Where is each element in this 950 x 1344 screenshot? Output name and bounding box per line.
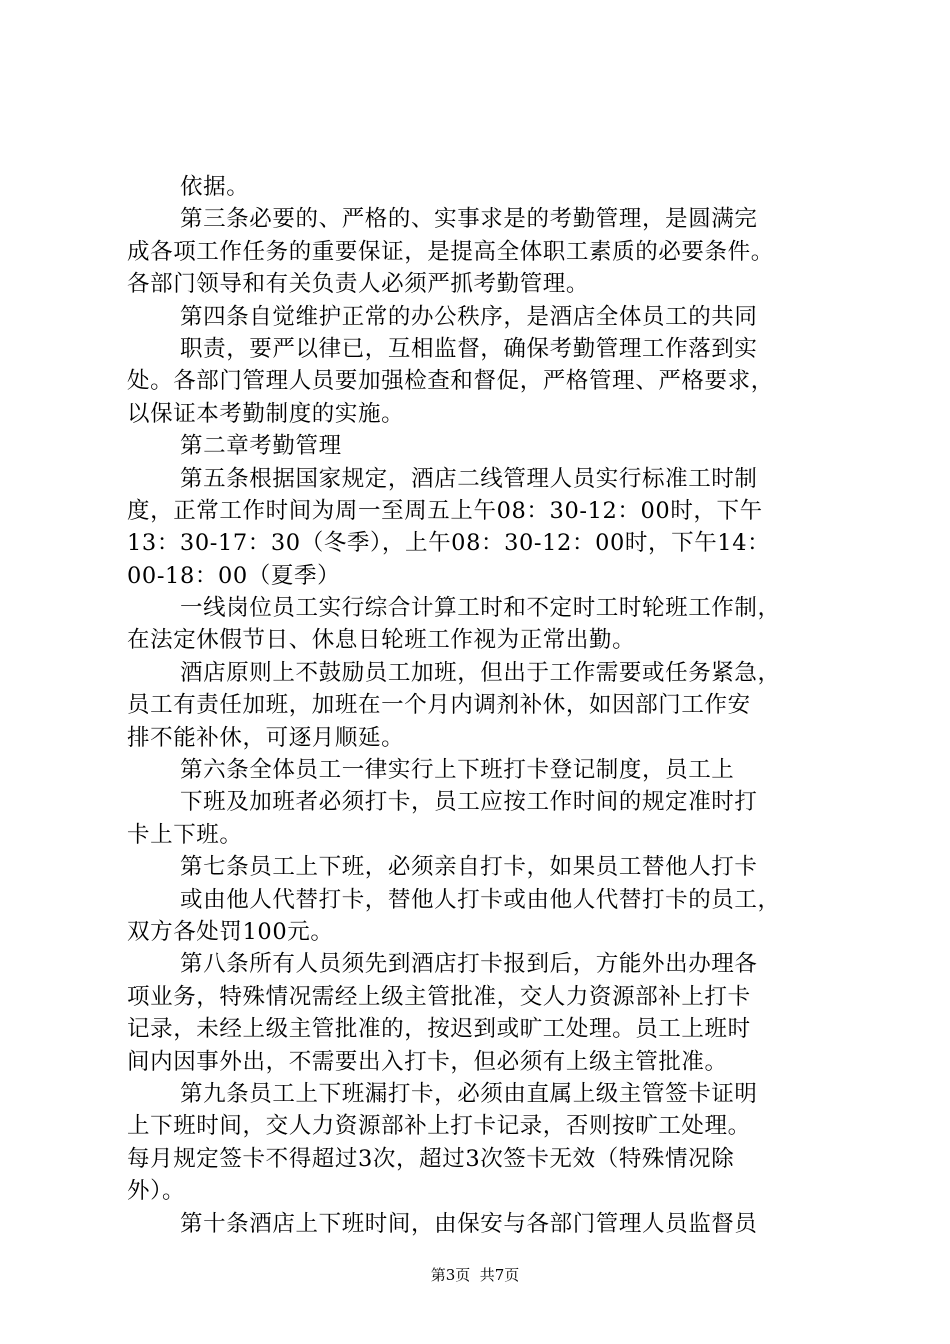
text-line: 一线岗位员工实行综合计算工时和不定时工时轮班工作制， [180, 595, 781, 622]
text-line: 第九条员工上下班漏打卡，必须由直属上级主管签卡证明 [180, 1080, 758, 1107]
text-line: 第五条根据国家规定，酒店二线管理人员实行标准工时制 [180, 465, 758, 492]
text-line: 第七条员工上下班，必须亲自打卡，如果员工替他人打卡 [180, 854, 758, 881]
text-line: 酒店原则上不鼓励员工加班，但出于工作需要或任务紧急， [180, 659, 781, 686]
text-line: 在法定休假节日、休息日轮班工作视为正常出勤。 [127, 627, 636, 654]
text-line: 外）。 [127, 1178, 186, 1205]
text-line: 双方各处罚100元。 [127, 918, 334, 945]
text-line: 下班及加班者必须打卡，员工应按工作时间的规定准时打 [180, 789, 758, 816]
text-line: 或由他人代替打卡，替他人打卡或由他人代替打卡的员工， [180, 886, 781, 913]
text-line: 员工有责任加班，加班在一个月内调剂补休，如因部门工作安 [127, 692, 751, 719]
text-line: 第八条所有人员须先到酒店打卡报到后，方能外出办理各 [180, 951, 758, 978]
page-footer: 第3页 共7页 [430, 1266, 520, 1284]
text-line: 第十条酒店上下班时间，由保安与各部门管理人员监督员 [180, 1210, 758, 1237]
text-line: 记录，未经上级主管批准的，按迟到或旷工处理。员工上班时 [127, 1016, 751, 1043]
text-line: 成各项工作任务的重要保证，是提高全体职工素质的必要条件。 [127, 238, 774, 265]
document-body [127, 171, 847, 1240]
text-line: 每月规定签卡不得超过3次，超过3次签卡无效（特殊情况除 [127, 1145, 735, 1172]
text-line: 上下班时间，交人力资源部补上打卡记录，否则按旷工处理。 [127, 1113, 751, 1140]
text-line: 度，正常工作时间为周一至周五上午08：30-12：00时，下午 [127, 497, 763, 524]
text-line: 依据。 [180, 174, 250, 200]
text-line: 以保证本考勤制度的实施。 [127, 400, 405, 427]
text-line: 第四条自觉维护正常的办公秩序，是酒店全体员工的共同 [180, 303, 758, 330]
text-line: 第二章考勤管理 [180, 433, 342, 460]
text-line: 职责，要严以律已，互相监督，确保考勤管理工作落到实 [180, 335, 758, 362]
text-line: 13：30-17：30（冬季），上午08：30-12：00时，下午14： [127, 530, 771, 557]
text-line: 第六条全体员工一律实行上下班打卡登记制度，员工上 [180, 757, 735, 784]
text-line: 第三条必要的、严格的、实事求是的考勤管理，是圆满完 [180, 206, 758, 233]
text-line: 项业务，特殊情况需经上级主管批准，交人力资源部补上打卡 [127, 983, 751, 1010]
text-line: 卡上下班。 [127, 821, 243, 848]
text-line: 间内因事外出，不需要出入打卡，但必须有上级主管批准。 [127, 1048, 728, 1075]
text-line: 处。各部门管理人员要加强检查和督促，严格管理、严格要求， [127, 368, 774, 395]
text-line: 排不能补休，可逐月顺延。 [127, 724, 405, 751]
text-line: 00-18：00（夏季） [127, 562, 341, 589]
text-line: 各部门领导和有关负责人必须严抓考勤管理。 [127, 271, 590, 298]
